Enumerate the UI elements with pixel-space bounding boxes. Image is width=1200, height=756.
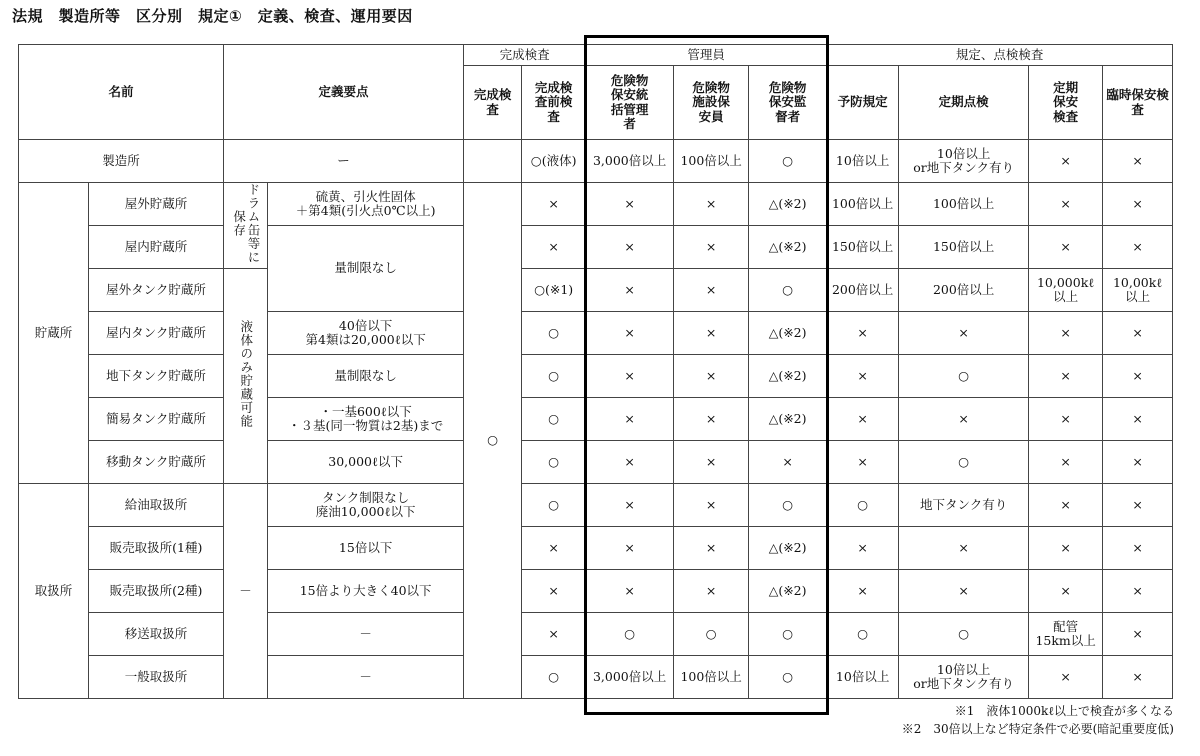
- group-storage: 貯蔵所: [19, 183, 89, 484]
- cell-prevention: 100倍以上: [827, 183, 899, 226]
- cell-facility-officer: ×: [674, 269, 749, 312]
- cell-general-manager: ×: [586, 312, 674, 355]
- row-def: ・一基600ℓ以下 ・３基(同一物質は2基)まで: [268, 398, 464, 441]
- cell-facility-officer: ×: [674, 312, 749, 355]
- cell-periodic-safety: ×: [1029, 140, 1103, 183]
- row-name: 販売取扱所(2種): [89, 570, 224, 613]
- cell-prevention: ×: [827, 570, 899, 613]
- cell-temporary-safety: ×: [1103, 570, 1173, 613]
- header-supervisor: [749, 66, 827, 140]
- cell-pre-completion: ○: [522, 312, 586, 355]
- cell-periodic-safety: ×: [1029, 570, 1103, 613]
- row-name: 製造所: [19, 140, 224, 183]
- cell-prevention: 10倍以上: [827, 656, 899, 699]
- cell-periodic-safety: 10,000kℓ 以上: [1029, 269, 1103, 312]
- cell-periodic: ×: [899, 312, 1029, 355]
- table-row: [19, 398, 1173, 441]
- completion-empty: [464, 140, 522, 183]
- header-completion: [464, 66, 522, 140]
- cell-periodic: ○: [899, 613, 1029, 656]
- cell-temporary-safety: ×: [1103, 656, 1173, 699]
- cell-facility-officer: ×: [674, 183, 749, 226]
- completion-mark: ○: [464, 183, 522, 699]
- group-drum-cell: [224, 183, 268, 269]
- cell-prevention: ○: [827, 613, 899, 656]
- table-row: [19, 527, 1173, 570]
- row-name: 簡易タンク貯蔵所: [89, 398, 224, 441]
- cell-temporary-safety: ×: [1103, 312, 1173, 355]
- cell-supervisor: △(※2): [749, 355, 827, 398]
- table-row: [19, 226, 1173, 269]
- cell-general-manager: ×: [586, 226, 674, 269]
- table-row: [19, 140, 1173, 183]
- row-def: －: [268, 613, 464, 656]
- cell-prevention: 200倍以上: [827, 269, 899, 312]
- header-periodic-safety-text: 定期保安検査: [1053, 79, 1079, 124]
- cell-periodic-safety: ×: [1029, 183, 1103, 226]
- header-general-manager-text: 危険物保安統括管理者: [610, 72, 649, 131]
- row-name: 移動タンク貯蔵所: [89, 441, 224, 484]
- cell-general-manager: ×: [586, 570, 674, 613]
- group-rules: 規定、点検検査: [827, 45, 1173, 66]
- row-def: ー: [224, 140, 464, 183]
- group-liquid-cell: [224, 269, 268, 484]
- header-temporary-safety: [1103, 66, 1173, 140]
- cell-supervisor: ○: [749, 140, 827, 183]
- cell-general-manager: ○: [586, 613, 674, 656]
- cell-periodic-safety: ×: [1029, 441, 1103, 484]
- header-pre-completion: [522, 66, 586, 140]
- cell-periodic: 10倍以上 or地下タンク有り: [899, 140, 1029, 183]
- header-temporary-safety-text: 臨時保安検査: [1106, 87, 1169, 117]
- cell-periodic-safety: ×: [1029, 355, 1103, 398]
- cell-supervisor: △(※2): [749, 312, 827, 355]
- header-general-manager: [586, 66, 674, 140]
- cell-periodic-safety: ×: [1029, 398, 1103, 441]
- group-drum-label: ドラム缶等に保存: [231, 183, 261, 265]
- cell-facility-officer: ×: [674, 527, 749, 570]
- cell-periodic-safety: ×: [1029, 656, 1103, 699]
- cell-periodic-safety: 配管 15km以上: [1029, 613, 1103, 656]
- cell-prevention: ×: [827, 441, 899, 484]
- cell-pre-completion: ×: [522, 183, 586, 226]
- cell-prevention: ×: [827, 527, 899, 570]
- cell-periodic: ×: [899, 398, 1029, 441]
- table-row: [19, 312, 1173, 355]
- row-def: 硫黄、引火性固体 ＋第4類(引火点0℃以上): [268, 183, 464, 226]
- cell-pre-completion: ○: [522, 355, 586, 398]
- cell-pre-completion: ○(※1): [522, 269, 586, 312]
- cell-pre-completion: ○(液体): [522, 140, 586, 183]
- row-def: 30,000ℓ以下: [268, 441, 464, 484]
- cell-temporary-safety: ×: [1103, 355, 1173, 398]
- cell-prevention: ×: [827, 398, 899, 441]
- cell-supervisor: △(※2): [749, 183, 827, 226]
- cell-pre-completion: ○: [522, 484, 586, 527]
- cell-periodic: 200倍以上: [899, 269, 1029, 312]
- cell-periodic-safety: ×: [1029, 484, 1103, 527]
- header-periodic: 定期点検: [899, 66, 1029, 140]
- handling-dash-cell: －: [224, 484, 268, 699]
- row-def: －: [268, 656, 464, 699]
- row-name: 移送取扱所: [89, 613, 224, 656]
- row-def: 15倍以下: [268, 527, 464, 570]
- header-facility-officer: [674, 66, 749, 140]
- row-name: 屋外貯蔵所: [89, 183, 224, 226]
- cell-general-manager: ×: [586, 183, 674, 226]
- cell-facility-officer: ○: [674, 613, 749, 656]
- cell-facility-officer: ×: [674, 570, 749, 613]
- cell-temporary-safety: ×: [1103, 613, 1173, 656]
- row-name: 給油取扱所: [89, 484, 224, 527]
- cell-supervisor: ○: [749, 269, 827, 312]
- table-row: [19, 183, 1173, 226]
- cell-facility-officer: ×: [674, 355, 749, 398]
- group-manager: 管理員: [586, 45, 827, 66]
- cell-periodic-safety: ×: [1029, 226, 1103, 269]
- cell-supervisor: ×: [749, 441, 827, 484]
- header-supervisor-text: 危険物保安監督者: [768, 79, 807, 124]
- cell-periodic: ×: [899, 527, 1029, 570]
- header-prevention: 予防規定: [827, 66, 899, 140]
- cell-supervisor: △(※2): [749, 527, 827, 570]
- group-liquid-label: 液体のみ貯蔵可能: [238, 320, 254, 429]
- table-row: [19, 484, 1173, 527]
- cell-supervisor: ○: [749, 613, 827, 656]
- group-handling: 取扱所: [19, 484, 89, 699]
- cell-pre-completion: ×: [522, 226, 586, 269]
- cell-periodic: ×: [899, 570, 1029, 613]
- cell-facility-officer: ×: [674, 484, 749, 527]
- row-name: 屋内タンク貯蔵所: [89, 312, 224, 355]
- row-name: 販売取扱所(1種): [89, 527, 224, 570]
- cell-periodic: 150倍以上: [899, 226, 1029, 269]
- cell-temporary-safety: ×: [1103, 398, 1173, 441]
- cell-pre-completion: ×: [522, 570, 586, 613]
- cell-temporary-safety: ×: [1103, 226, 1173, 269]
- table-row: [19, 269, 1173, 312]
- table-row: [19, 441, 1173, 484]
- header-periodic-safety: [1029, 66, 1103, 140]
- table-row: [19, 355, 1173, 398]
- cell-prevention: ×: [827, 312, 899, 355]
- header-def: 定義要点: [224, 45, 464, 140]
- cell-temporary-safety: ×: [1103, 441, 1173, 484]
- cell-general-manager: ×: [586, 527, 674, 570]
- cell-prevention: ○: [827, 484, 899, 527]
- cell-pre-completion: ○: [522, 656, 586, 699]
- cell-periodic: ○: [899, 441, 1029, 484]
- header-facility-officer-text: 危険物施設保安員: [692, 79, 730, 124]
- cell-temporary-safety: ×: [1103, 484, 1173, 527]
- cell-pre-completion: ×: [522, 527, 586, 570]
- table-row: [19, 656, 1173, 699]
- cell-pre-completion: ×: [522, 613, 586, 656]
- cell-periodic: 100倍以上: [899, 183, 1029, 226]
- row-def: 15倍より大きく40以下: [268, 570, 464, 613]
- row-def: 量制限なし: [268, 226, 464, 312]
- cell-general-manager: 3,000倍以上: [586, 656, 674, 699]
- row-def: 40倍以下 第4類は20,000ℓ以下: [268, 312, 464, 355]
- cell-periodic: 10倍以上 or地下タンク有り: [899, 656, 1029, 699]
- cell-general-manager: 3,000倍以上: [586, 140, 674, 183]
- row-name: 地下タンク貯蔵所: [89, 355, 224, 398]
- row-def: 量制限なし: [268, 355, 464, 398]
- cell-supervisor: △(※2): [749, 570, 827, 613]
- cell-facility-officer: 100倍以上: [674, 140, 749, 183]
- cell-periodic-safety: ×: [1029, 312, 1103, 355]
- cell-general-manager: ×: [586, 398, 674, 441]
- cell-general-manager: ×: [586, 355, 674, 398]
- row-name: 一般取扱所: [89, 656, 224, 699]
- cell-supervisor: △(※2): [749, 398, 827, 441]
- header-completion-text: 完成検査: [473, 87, 512, 117]
- cell-prevention: 150倍以上: [827, 226, 899, 269]
- cell-facility-officer: ×: [674, 441, 749, 484]
- regulation-table: [18, 44, 1173, 699]
- table-row: [19, 613, 1173, 656]
- note-1: ※1 液体1000kℓ以上で検査が多くなる: [954, 704, 1174, 718]
- header-pre-completion-text: 完成検査前検査: [534, 79, 573, 124]
- cell-temporary-safety: ×: [1103, 183, 1173, 226]
- cell-prevention: 10倍以上: [827, 140, 899, 183]
- cell-temporary-safety: ×: [1103, 140, 1173, 183]
- page-title: 法規 製造所等 区分別 規定① 定義、検査、運用要因: [12, 7, 413, 25]
- cell-periodic-safety: ×: [1029, 527, 1103, 570]
- cell-temporary-safety: ×: [1103, 527, 1173, 570]
- cell-facility-officer: 100倍以上: [674, 656, 749, 699]
- row-name: 屋内貯蔵所: [89, 226, 224, 269]
- cell-pre-completion: ○: [522, 441, 586, 484]
- cell-periodic: 地下タンク有り: [899, 484, 1029, 527]
- cell-pre-completion: ○: [522, 398, 586, 441]
- cell-temporary-safety: 10,00kℓ 以上: [1103, 269, 1173, 312]
- note-2: ※2 30倍以上など特定条件で必要(暗記重要度低): [901, 722, 1174, 736]
- cell-prevention: ×: [827, 355, 899, 398]
- cell-general-manager: ×: [586, 269, 674, 312]
- cell-supervisor: ○: [749, 656, 827, 699]
- group-completion: 完成検査: [464, 45, 586, 66]
- cell-facility-officer: ×: [674, 398, 749, 441]
- row-name: 屋外タンク貯蔵所: [89, 269, 224, 312]
- cell-supervisor: △(※2): [749, 226, 827, 269]
- cell-general-manager: ×: [586, 441, 674, 484]
- cell-general-manager: ×: [586, 484, 674, 527]
- table-row: [19, 570, 1173, 613]
- cell-supervisor: ○: [749, 484, 827, 527]
- cell-facility-officer: ×: [674, 226, 749, 269]
- cell-periodic: ○: [899, 355, 1029, 398]
- row-def: タンク制限なし 廃油10,000ℓ以下: [268, 484, 464, 527]
- header-name: 名前: [19, 45, 224, 140]
